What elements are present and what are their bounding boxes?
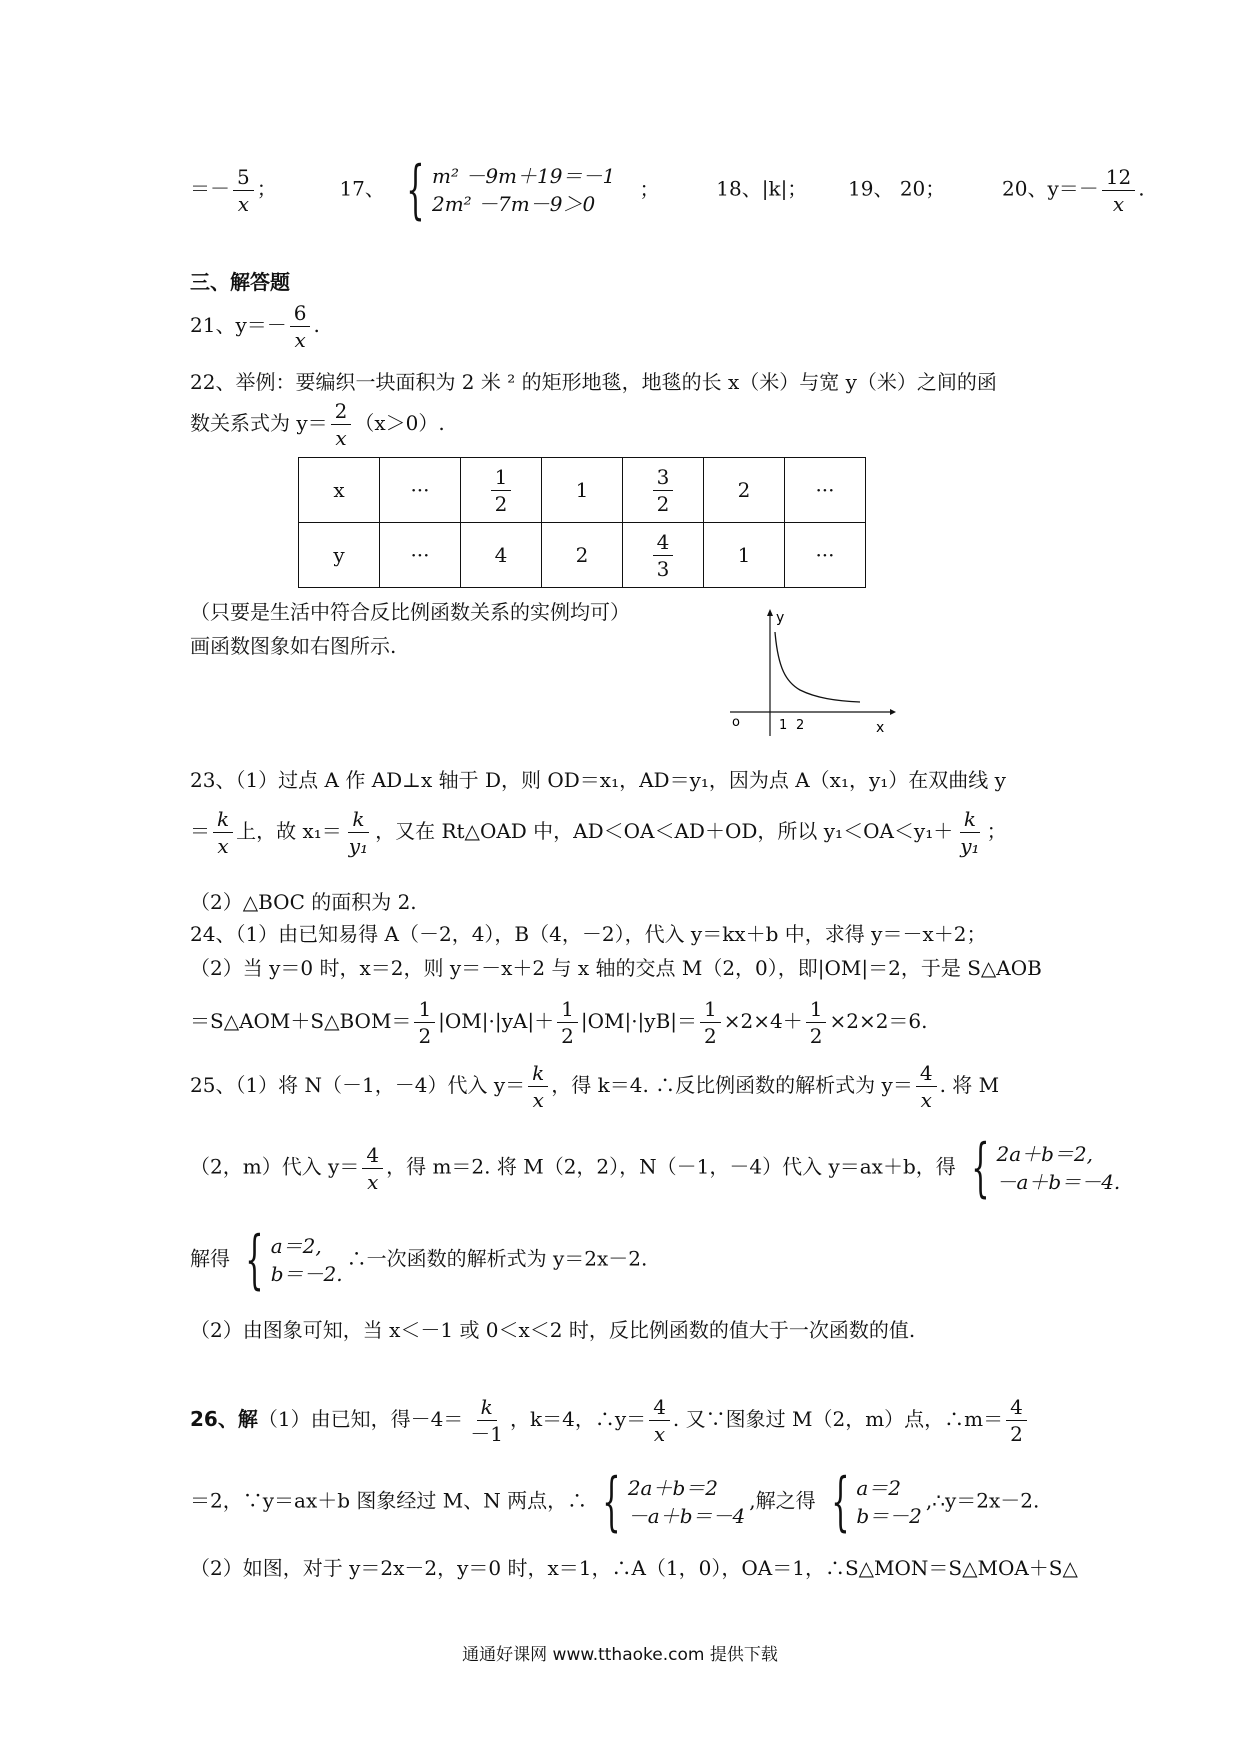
q21-fraction	[290, 302, 311, 351]
table-cell-fraction: $\frac{4}{3}$	[623, 523, 704, 588]
q18-answer: 18、|k|；	[716, 176, 808, 201]
q25-line2-a: （2，m）代入 y＝	[190, 1154, 360, 1179]
graph-origin-label: o	[732, 715, 740, 730]
q25-frac2	[916, 1062, 937, 1111]
q24-half-num: 1	[700, 998, 721, 1023]
q24-half-4	[806, 998, 827, 1047]
values-table	[298, 457, 866, 588]
q22-line1: 22、举例：要编织一块面积为 2 米 ² 的矩形地毯，地毯的长 x（米）与宽 y（米）之间的函	[190, 370, 997, 394]
table-cell: ···	[380, 523, 461, 588]
table-cell: 1	[542, 458, 623, 523]
q21-den: x	[294, 328, 306, 352]
q25-text-a: 25、（1）将 N（－1，－4）代入 y＝	[190, 1073, 526, 1097]
q21	[190, 302, 320, 351]
q26-line2-a: ＝2，∵y＝ax＋b 图象经过 M、N 两点，∴	[190, 1488, 588, 1513]
q24-half-den: 2	[418, 1024, 432, 1048]
q26-label: 26、解	[190, 1407, 258, 1431]
ans16-suffix: ；	[256, 176, 277, 201]
q24-half-den: 2	[809, 1024, 823, 1048]
q23-text-b: 上，故 x₁＝	[236, 819, 342, 843]
q26-line3: （2）如图，对于 y＝2x－2，y＝0 时，x＝1，∴A（1，0），OA＝1，∴S△MON＝S△MOA＋S△	[190, 1556, 1078, 1580]
q26-sys2-row1: a＝2	[856, 1476, 901, 1500]
q25-sys2-row2: b＝－2.	[270, 1262, 343, 1286]
q26-den1: －1	[470, 1422, 504, 1446]
q25-den3: x	[367, 1169, 379, 1194]
q24-half-1	[414, 998, 435, 1047]
table-cell: 4	[461, 523, 542, 588]
q17-label: 17、	[339, 176, 385, 201]
q23-num1: k	[213, 808, 233, 833]
q20-prefix: 20、y＝－	[1002, 176, 1099, 201]
q26-frac2	[649, 1396, 670, 1445]
q26-line2-c: ,∴y＝2x－2.	[925, 1488, 1040, 1513]
q24-half-den: 2	[561, 1024, 574, 1048]
q26-line1-b: ，k＝4，∴y＝	[510, 1407, 647, 1431]
q23-text-d: ；	[986, 819, 1007, 843]
table-row	[299, 523, 866, 588]
q25-num1: k	[528, 1062, 548, 1087]
hyperbola-graph	[726, 608, 896, 738]
q22-line2-prefix: 数关系式为 y＝	[190, 411, 328, 435]
q25-sys2-row1: a＝2,	[270, 1234, 322, 1258]
q25-sys1-row1: 2a＋b＝2,	[996, 1142, 1094, 1166]
q25-line4: （2）由图象可知，当 x＜－1 或 0＜x＜2 时，反比例函数的值大于一次函数的值.	[190, 1318, 916, 1342]
table-cell: x	[299, 458, 380, 523]
q26-line1-c: . 又∵图象过 M（2，m）点，∴m＝	[672, 1407, 1004, 1431]
ans16-fraction	[233, 166, 254, 215]
q25-line2	[190, 1131, 1124, 1205]
q24-line1: 24、（1）由已知易得 A（－2，4），B（4，－2），代入 y＝kx＋b 中，求得 y＝－x＋2；	[190, 922, 987, 946]
table-cell: ···	[785, 458, 866, 523]
q25-sys1-row2: －a＋b＝－4.	[996, 1170, 1121, 1194]
table-cell-fraction: $\frac{1}{2}$	[461, 458, 542, 523]
q23-num3: k	[960, 808, 980, 833]
graph-x-label: x	[876, 720, 885, 736]
q24-half-num: 1	[414, 998, 435, 1023]
q26-num2: 4	[649, 1396, 670, 1421]
q26-den2: x	[653, 1422, 666, 1446]
q17-system: { m² －9m＋19＝－1 2m² －7m－9＞0	[406, 153, 616, 227]
y-axis-arrow-icon	[767, 609, 773, 616]
q24-half-num: 1	[806, 998, 827, 1023]
q25-system-2: { a＝2, b＝－2.	[245, 1223, 343, 1297]
q23-den3: y₁	[960, 834, 980, 858]
table-cell: 2	[542, 523, 623, 588]
q24-half-num: 1	[557, 998, 578, 1023]
q23-den1: x	[217, 834, 229, 858]
q22-den: x	[335, 426, 347, 450]
q23-frac3	[956, 808, 983, 857]
q23-frac1	[213, 808, 233, 857]
q26-line1-a: （1）由已知，得－4＝	[257, 1407, 464, 1431]
q22-line2	[190, 400, 445, 449]
q25-line3-b: ∴一次函数的解析式为 y＝2x－2.	[346, 1246, 648, 1271]
graph-tick-2: 2	[796, 718, 805, 733]
table-row	[299, 458, 866, 523]
table-cell: 1	[704, 523, 785, 588]
q23-line1: 23、（1）过点 A 作 AD⊥x 轴于 D，则 OD＝x₁，AD＝y₁，因为点 A（x₁，y₁）在双曲线 y	[190, 768, 1006, 792]
ans16-prefix: ＝－	[190, 176, 230, 201]
q20-num: 12	[1102, 166, 1135, 191]
q22-line2-suffix: （x＞0）.	[354, 411, 445, 435]
section-title: 三、解答题	[190, 270, 290, 294]
ans16-num: 5	[233, 166, 254, 191]
q22-note: （只要是生活中符合反比例函数关系的实例均可）	[190, 600, 630, 624]
q23-num2: k	[348, 808, 368, 833]
q26-sys1-row2: －a＋b＝－4	[627, 1504, 746, 1528]
q21-num: 6	[290, 302, 311, 327]
q21-suffix: .	[313, 313, 320, 337]
q26-system-1: { 2a＋b＝2 －a＋b＝－4	[602, 1465, 746, 1539]
table-cell: ···	[380, 458, 461, 523]
answers-16-20	[190, 153, 1145, 227]
q26-frac1	[466, 1396, 507, 1445]
q25-num3: 4	[362, 1144, 383, 1169]
q25-line3-a: 解得	[190, 1246, 230, 1271]
q25-system-1: { 2a＋b＝2, －a＋b＝－4.	[970, 1131, 1121, 1205]
q20-den: x	[1112, 191, 1125, 216]
table-cell: ···	[785, 523, 866, 588]
q26-sys2-row2: b＝－2	[856, 1504, 922, 1528]
q24-text-e: ×2×2＝6.	[829, 1009, 928, 1033]
q26-line2	[190, 1465, 1040, 1539]
q26-sys1-row1: 2a＋b＝2	[627, 1476, 718, 1500]
q24-text-c: |OM|·|yB|＝	[580, 1009, 698, 1033]
q25-line1	[190, 1062, 999, 1111]
q26-system-2: { a＝2 b＝－2	[830, 1465, 922, 1539]
x-axis-arrow-icon	[890, 709, 896, 715]
q17-row1: m² －9m＋19＝－1	[431, 164, 616, 188]
q25-text-c: . 将 M	[939, 1073, 1000, 1097]
q25-frac3	[362, 1144, 383, 1193]
q24-text-a: ＝S△AOM＋S△BOM＝	[190, 1009, 412, 1033]
q24-text-b: |OM|·|yA|＋	[438, 1009, 555, 1033]
q22-num: 2	[331, 400, 352, 425]
q20-fraction	[1102, 166, 1135, 215]
q25-line3	[190, 1223, 648, 1297]
q24-half-3	[700, 998, 721, 1047]
q20-suffix: .	[1138, 176, 1145, 201]
q26-num3: 4	[1006, 1396, 1027, 1421]
table-cell-fraction: $\frac{3}{2}$	[623, 458, 704, 523]
q23-line2	[190, 808, 1007, 857]
q21-prefix: 21、y＝－	[190, 313, 287, 337]
q23-eq: ＝	[190, 819, 210, 843]
q26-line2-b: ,解之得	[749, 1488, 816, 1513]
q25-den1: x	[532, 1088, 544, 1112]
q23-den2: y₁	[348, 834, 369, 858]
graph-tick-1: 1	[779, 718, 788, 733]
q22-graph-text: 画函数图象如右图所示.	[190, 634, 397, 658]
q26-num1: k	[477, 1396, 497, 1421]
ans16-den: x	[237, 191, 249, 216]
q26-line1	[190, 1396, 1030, 1445]
table-cell: 2	[704, 458, 785, 523]
q25-den2: x	[920, 1088, 932, 1112]
q23-line3: （2）△BOC 的面积为 2.	[190, 890, 417, 914]
q25-num2: 4	[916, 1062, 937, 1087]
q23-frac2	[345, 808, 372, 857]
hyperbola-curve	[775, 632, 860, 702]
q23-text-c: ，又在 Rt△OAD 中，AD＜OA＜AD＋OD，所以 y₁＜OA＜y₁＋	[375, 819, 954, 843]
graph-y-label: y	[776, 610, 785, 626]
q24-half-den: 2	[704, 1024, 717, 1048]
footer-source: 通通好课网 www.tthaoke.com 提供下载	[462, 1645, 778, 1665]
q24-line2: （2）当 y＝0 时，x＝2，则 y＝－x＋2 与 x 轴的交点 M（2，0），即|OM|＝2，于是 S△AOB	[190, 956, 1042, 980]
q24-line3	[190, 998, 928, 1047]
q19-answer: 19、 20；	[848, 176, 946, 201]
q22-fraction	[331, 400, 352, 449]
q17-row2: 2m² －7m－9＞0	[431, 192, 596, 216]
q24-half-2	[557, 998, 578, 1047]
q26-den3: 2	[1010, 1422, 1023, 1446]
q25-line2-b: ，得 m＝2. 将 M（2，2），N（－1，－4）代入 y＝ax＋b，得	[386, 1154, 956, 1179]
q24-text-d: ×2×4＋	[723, 1009, 803, 1033]
q17-suffix: ；	[639, 176, 660, 201]
q26-frac3	[1006, 1396, 1027, 1445]
q25-frac1	[528, 1062, 548, 1111]
q25-text-b: ，得 k＝4. ∴反比例函数的解析式为 y＝	[551, 1073, 913, 1097]
table-cell: y	[299, 523, 380, 588]
